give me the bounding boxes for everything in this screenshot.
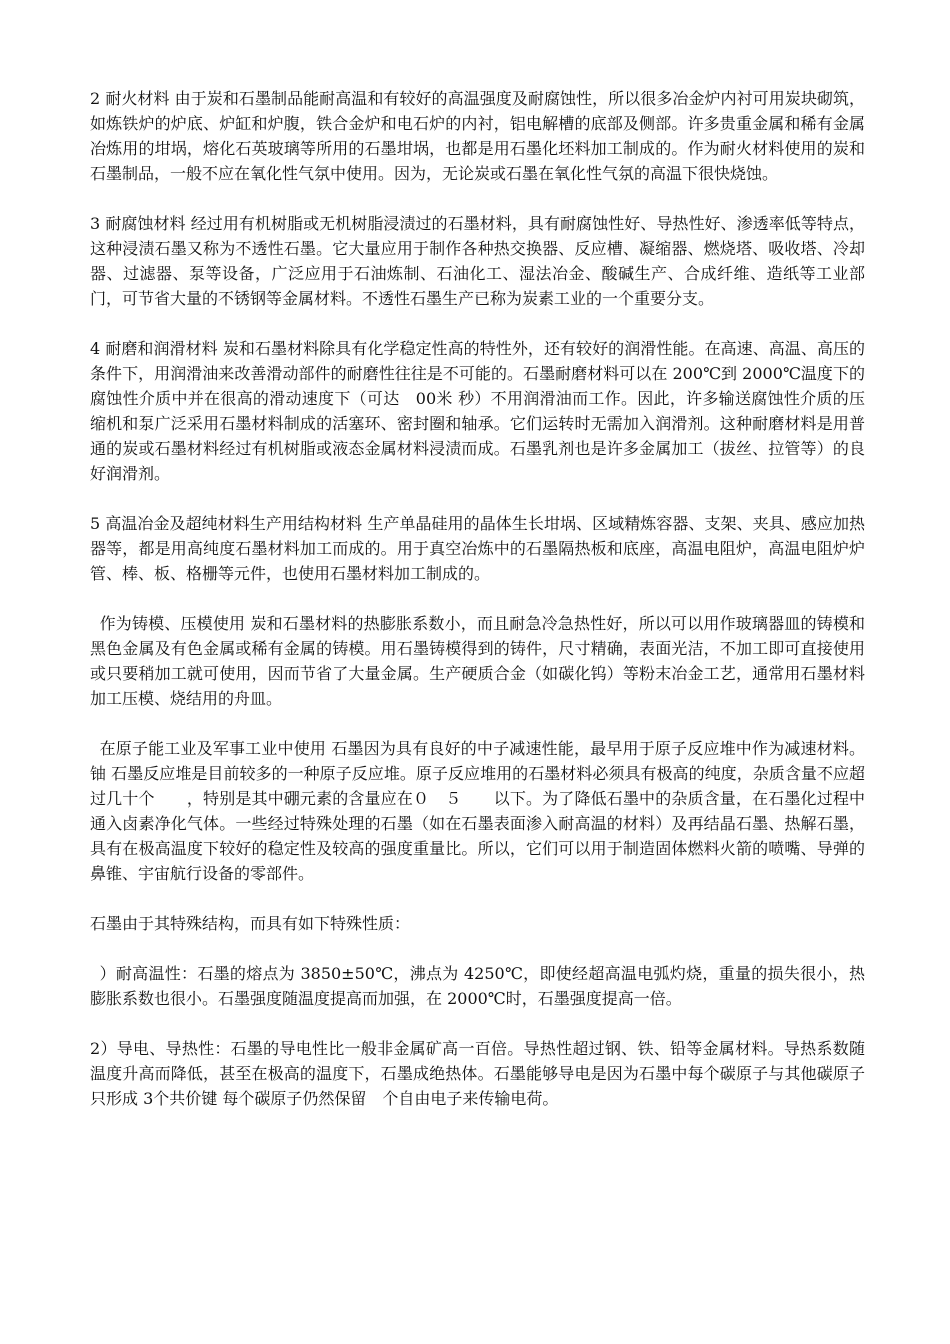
paragraph-conductivity: 2）导电、导热性：石墨的导电性比一般非金属矿高一百倍。导热性超过钢、铁、铅等金属材料。导热系数随温度升高而降低，甚至在极高的温度下，石墨成绝热体。石墨能够导电是因为石墨中每个碳原子与其他碳原子只形成 3个共价键 每个碳原子仍然保留 个自由电子来传输电荷。 [90,1039,865,1108]
paragraph-high-temp-structural: 5 高温冶金及超纯材料生产用结构材料 生产单晶硅用的晶体生长坩埚、区域精炼容器、支架、夹具、感应加热器等，都是用高纯度石墨材料加工而成的。用于真空冶炼中的石墨隔热板和底座，高温电阻炉，高温电阻炉炉管、棒、板、格栅等元件，也使用石墨材料加工制成的。 [90,514,865,583]
paragraph-nuclear-military: 在原子能工业及军事工业中使用 石墨因为具有良好的中子减速性能，最早用于原子反应堆中作为减速材料。铀 石墨反应堆是目前较多的一种原子反应堆。原子反应堆用的石墨材料必须具有极高的纯度，杂质含量不应超过几十个 ，特别是其中硼元素的含量应在０ ５ 以下。为了降低石墨中的杂质含量，在石墨化过程中通入卤素净化气体。一些经过特殊处理的石墨（如在石墨表面渗入耐高温的材料）及再结晶石墨、热解石墨，具有在极高温度下较好的稳定性及较高的强度重量比。所以，它们可以用于制造固体燃料火箭的喷嘴、导弹的鼻锥、宇宙航行设备的零部件。 [90,739,865,883]
document-page [90,86,865,1136]
paragraph-casting-molds: 作为铸模、压模使用 炭和石墨材料的热膨胀系数小，而且耐急冷急热性好，所以可以用作玻璃器皿的铸模和黑色金属及有色金属或稀有金属的铸模。用石墨铸模得到的铸件，尺寸精确，表面光洁，不加工即可直接使用或只要稍加工就可使用，因而节省了大量金属。生产硬质合金（如碳化钨）等粉末冶金工艺，通常用石墨材料加工压模、烧结用的舟皿。 [90,614,865,708]
paragraph-heat-resistance: ）耐高温性：石墨的熔点为 3850±50℃，沸点为 4250℃，即使经超高温电弧灼烧，重量的损失很小，热膨胀系数也很小。石墨强度随温度提高而加强，在 2000℃时，石墨强度提高一倍。 [90,964,865,1008]
paragraph-refractory: 2 耐火材料 由于炭和石墨制品能耐高温和有较好的高温强度及耐腐蚀性，所以很多冶金炉内衬可用炭块砌筑，如炼铁炉的炉底、炉缸和炉腹，铁合金炉和电石炉的内衬，铝电解槽的底部及侧部。许多贵重金属和稀有金属冶炼用的坩埚，熔化石英玻璃等所用的石墨坩埚，也都是用石墨化坯料加工制成的。作为耐火材料使用的炭和石墨制品，一般不应在氧化性气氛中使用。因为，无论炭或石墨在氧化性气氛的高温下很快烧蚀。 [90,89,865,183]
paragraph-corrosion-resistant: 3 耐腐蚀材料 经过用有机树脂或无机树脂浸渍过的石墨材料，具有耐腐蚀性好、导热性好、渗透率低等特点，这种浸渍石墨又称为不透性石墨。它大量应用于制作各种热交换器、反应槽、凝缩器、燃烧塔、吸收塔、冷却器、过滤器、泵等设备，广泛应用于石油炼制、石油化工、湿法冶金、酸碱生产、合成纤维、造纸等工业部门，可节省大量的不锈钢等金属材料。不透性石墨生产已称为炭素工业的一个重要分支。 [90,214,865,308]
paragraph-wear-lubrication: 4 耐磨和润滑材料 炭和石墨材料除具有化学稳定性高的特性外，还有较好的润滑性能。在高速、高温、高压的条件下，用润滑油来改善滑动部件的耐磨性往往是不可能的。石墨耐磨材料可以在 200℃到 2000℃温度下的腐蚀性介质中并在很高的滑动速度下（可达 00米 秒）不用润滑油而工作。因此，许多输送腐蚀性介质的压缩机和泵广泛采用石墨材料制成的活塞环、密封圈和轴承。它们运转时无需加入润滑剂。这种耐磨材料是用普通的炭或石墨材料经过有机树脂或液态金属材料浸渍而成。石墨乳剂也是许多金属加工（拔丝、拉管等）的良好润滑剂。 [90,339,865,483]
paragraph-properties-intro: 石墨由于其特殊结构，而具有如下特殊性质： [90,914,411,933]
